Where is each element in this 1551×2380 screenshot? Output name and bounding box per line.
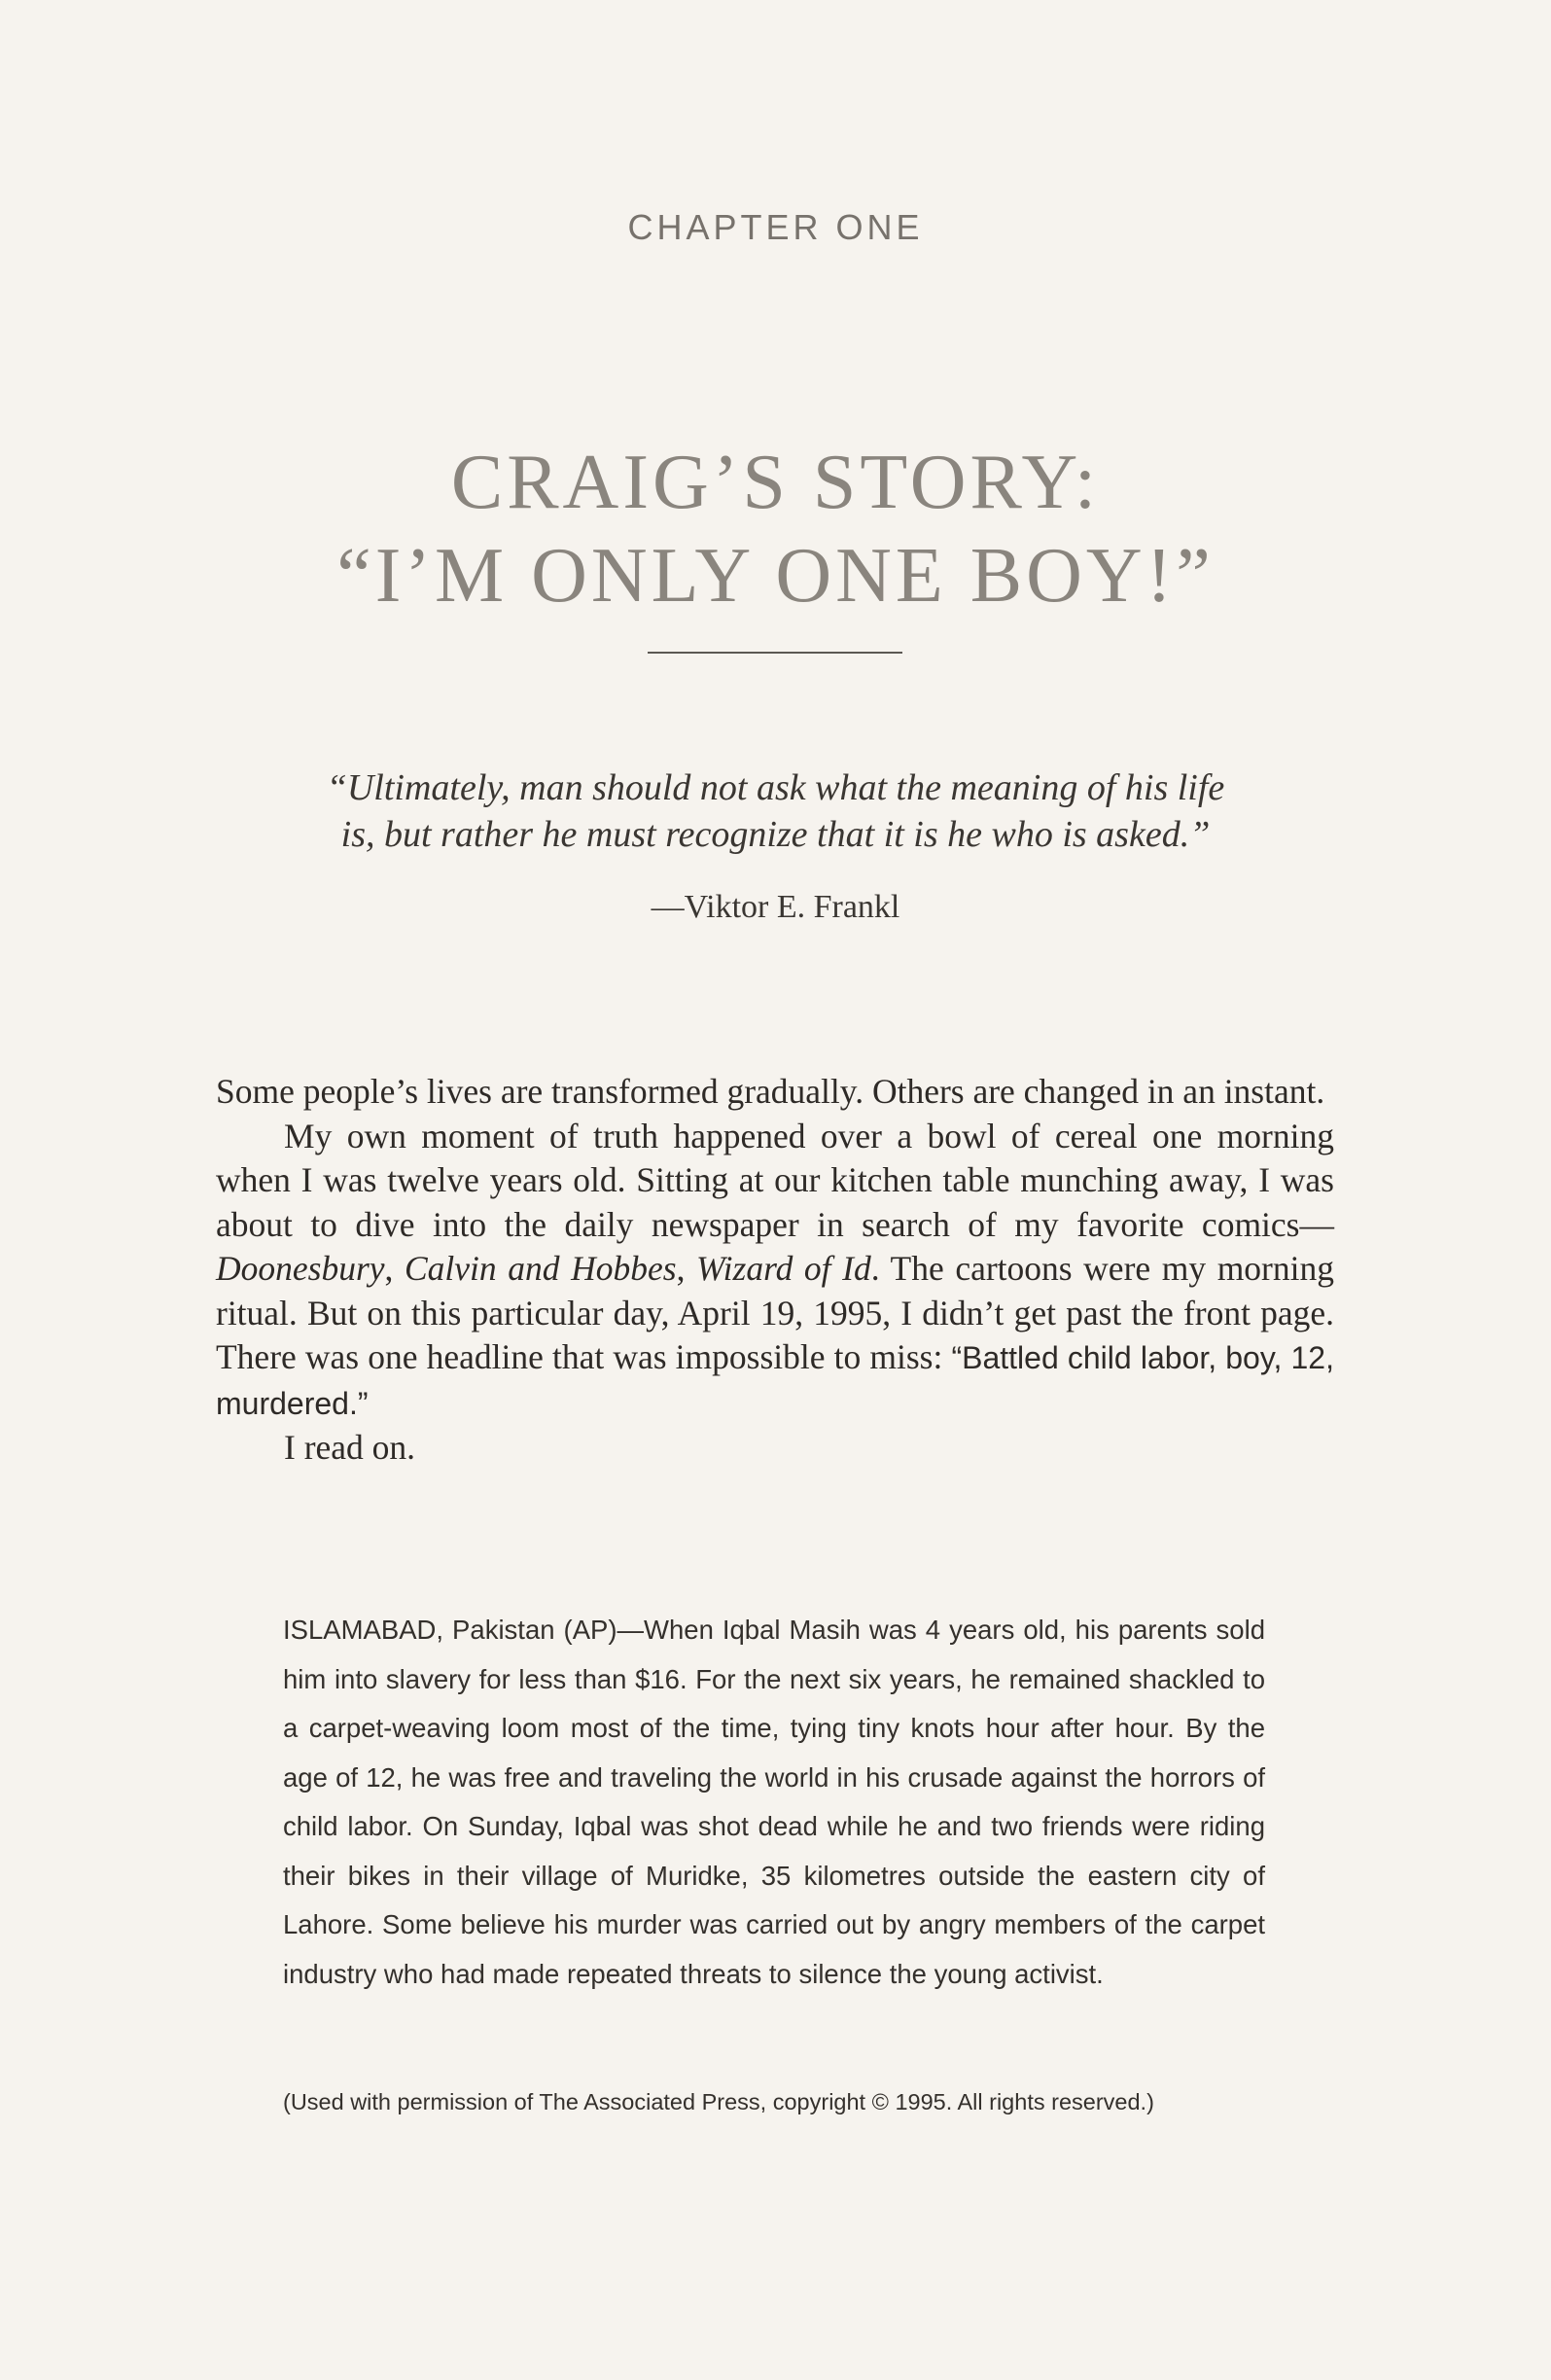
paragraph-2-start: My own moment of truth happened over a bowl of cereal one morning when I was twelve years old. Sitting at our kitchen table munching away, I was about to dive into the daily newspaper in search of my favorite comics— <box>216 1116 1334 1244</box>
comic-title-wizard-of-id: Wizard of Id <box>696 1249 871 1288</box>
permission-credit: (Used with permission of The Associated Press, copyright © 1995. All rights reserved.) <box>283 2089 1154 2114</box>
comic-separator-1: , <box>384 1249 405 1288</box>
comic-title-doonesbury: Doonesbury <box>216 1249 385 1288</box>
chapter-title-line-1: CRAIG’S STORY: <box>450 440 1101 525</box>
paragraph-2 <box>216 1115 1334 1427</box>
chapter-label: CHAPTER ONE <box>627 207 924 247</box>
paragraph-3: I read on. <box>284 1428 416 1467</box>
comic-separator-2: , <box>676 1249 697 1288</box>
paragraph-2-end: . The cartoons were my morning ritual. But on this particular day, April 19, 1995, I didn’t get past the front page. There was one headline that was impossible to miss: <box>216 1249 1334 1376</box>
news-excerpt <box>283 1606 1265 1999</box>
epigraph-quote <box>0 764 1551 858</box>
title-divider <box>648 652 902 654</box>
epigraph-attribution: —Viktor E. Frankl <box>651 889 900 925</box>
chapter-title-line-2: “I’M ONLY ONE BOY!” <box>336 533 1215 619</box>
newspaper-headline: “Battled child labor, boy, 12, murdered.” <box>216 1340 1334 1421</box>
epigraph-line-1: “Ultimately, man should not ask what the meaning of his life <box>326 767 1225 808</box>
comic-title-calvin-and-hobbes: Calvin and Hobbes <box>405 1249 677 1288</box>
chapter-title <box>0 436 1551 622</box>
body-text <box>216 1070 1334 1471</box>
epigraph-line-2: is, but rather he must recognize that it is he who is asked.” <box>340 814 1211 855</box>
news-excerpt-text: ISLAMABAD, Pakistan (AP)—When Iqbal Masih was 4 years old, his parents sold him into slavery for less than $16. For the next six years, he remained shackled to a carpet-weaving loom most of the time, tying tiny knots hour after hour. By the age of 12, he was free and traveling the world in his crusade against the horrors of child labor. On Sunday, Iqbal was shot dead while he and two friends were riding their bikes in their village of Muridke, 35 kilometres outside the eastern city of Lahore. Some believe his murder was carried out by angry members of the carpet industry who had made repeated threats to silence the young activist. <box>283 1615 1265 1989</box>
paragraph-1: Some people’s lives are transformed gradually. Others are changed in an instant. <box>216 1072 1325 1111</box>
